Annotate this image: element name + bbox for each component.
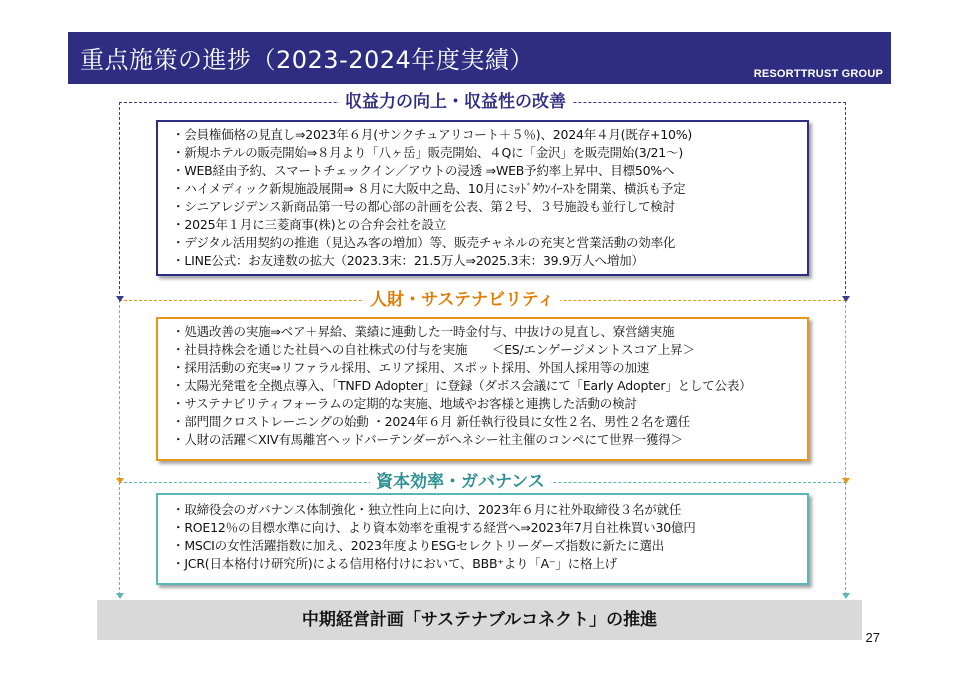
item-list xyxy=(158,319,807,449)
list-item: ・ 処遇改善の実施⇒ベア＋昇給、業績に連動した一時金付与、中抜けの見直し、寮営繕実施 xyxy=(172,323,807,341)
list-item: ・ サステナビリティフォーラムの定期的な実施、地域やお客様と連携した活動の検討 xyxy=(172,395,807,413)
list-item: ・ 太陽光発電を全拠点導入、「TNFD Adopter」に登録（ダボス会議にて「Early Adopter」として公表） xyxy=(172,377,807,395)
section-box-governance xyxy=(156,493,809,585)
page-title: 重点施策の進捗（2023-2024年度実績） xyxy=(80,46,534,74)
arrow-down-icon xyxy=(116,593,124,599)
list-item: ・ ハイメディック新規施設展開⇒ ８月に大阪中之島、10月にﾐｯﾄﾞﾀｳﾝｲｰｽﾄを開業、横浜も予定 xyxy=(172,180,807,198)
list-item: ・ 会員権価格の見直し⇒2023年６月(サンクチュアリコート＋５％)、2024年４月(既存+10%) xyxy=(172,126,807,144)
section-heading-revenue: 収益力の向上・収益性の改善 xyxy=(339,91,572,113)
page-number: 27 xyxy=(865,630,880,645)
list-item: ・ ROE12％の目標水準に向け、より資本効率を重視する経営へ⇒2023年7月自社株買い30億円 xyxy=(172,519,807,537)
list-item: ・ 人財の活躍＜XIV有馬離宮ヘッドバーテンダーがヘネシー社主催のコンペにて世界一獲得＞ xyxy=(172,431,807,449)
company-name: RESORTTRUST GROUP xyxy=(753,68,883,80)
list-item: ・ WEB経由予約、スマートチェックイン／アウトの浸透 ⇒WEB予約率上昇中、目標50%へ xyxy=(172,162,807,180)
item-list xyxy=(158,495,807,573)
list-item: ・ シニアレジデンス新商品第一号の都心部の計画を公表、第２号、３号施設も並行して検討 xyxy=(172,198,807,216)
summary-banner: 中期経営計画「サステナブルコネクト」の推進 xyxy=(97,600,862,640)
arrow-down-icon xyxy=(842,593,850,599)
list-item: ・ 採用活動の充実⇒リファラル採用、エリア採用、スポット採用、外国人採用等の加速 xyxy=(172,359,807,377)
list-item: ・ MSCIの女性活躍指数に加え、2023年度よりESGセレクトリーダーズ指数に新たに選出 xyxy=(172,537,807,555)
title-bar xyxy=(68,32,891,84)
list-item: ・ デジタル活用契約の推進（見込み客の増加）等、販売チャネルの充実と営業活動の効率化 xyxy=(172,234,807,252)
item-list xyxy=(158,122,807,270)
list-item: ・ 社員持株会を通じた社員への自社株式の付与を実施 ＜ES/エンゲージメントスコア上昇＞ xyxy=(172,341,807,359)
list-item: ・ 2025年１月に三菱商事(株)との合弁会社を設立 xyxy=(172,216,807,234)
section-box-people xyxy=(156,317,809,461)
arrow-down-icon xyxy=(116,478,124,484)
list-item: ・ 新規ホテルの販売開始⇒８月より「八ヶ岳」販売開始、４Qに「金沢」を販売開始(3/21～) xyxy=(172,144,807,162)
section-heading-people: 人財・サステナビリティ xyxy=(364,289,560,311)
list-item: ・ 取締役会のガバナンス体制強化・独立性向上に向け、2023年６月に社外取締役３名が就任 xyxy=(172,501,807,519)
arrow-down-icon xyxy=(116,296,124,302)
list-item: ・ LINE公式：お友達数の拡大（2023.3末：21.5万人⇒2025.3末：39.9万人へ増加） xyxy=(172,252,807,270)
list-item: ・ 部門間クロストレーニングの始動 ・2024年６月 新任執行役員に女性２名、男性２名を選任 xyxy=(172,413,807,431)
arrow-down-icon xyxy=(842,296,850,302)
list-item: ・ JCR(日本格付け研究所)による信用格付けにおいて、BBB⁺より「A⁻」に格上げ xyxy=(172,555,807,573)
section-heading-governance: 資本効率・ガバナンス xyxy=(370,471,551,493)
arrow-down-icon xyxy=(842,478,850,484)
section-box-revenue xyxy=(156,120,809,276)
